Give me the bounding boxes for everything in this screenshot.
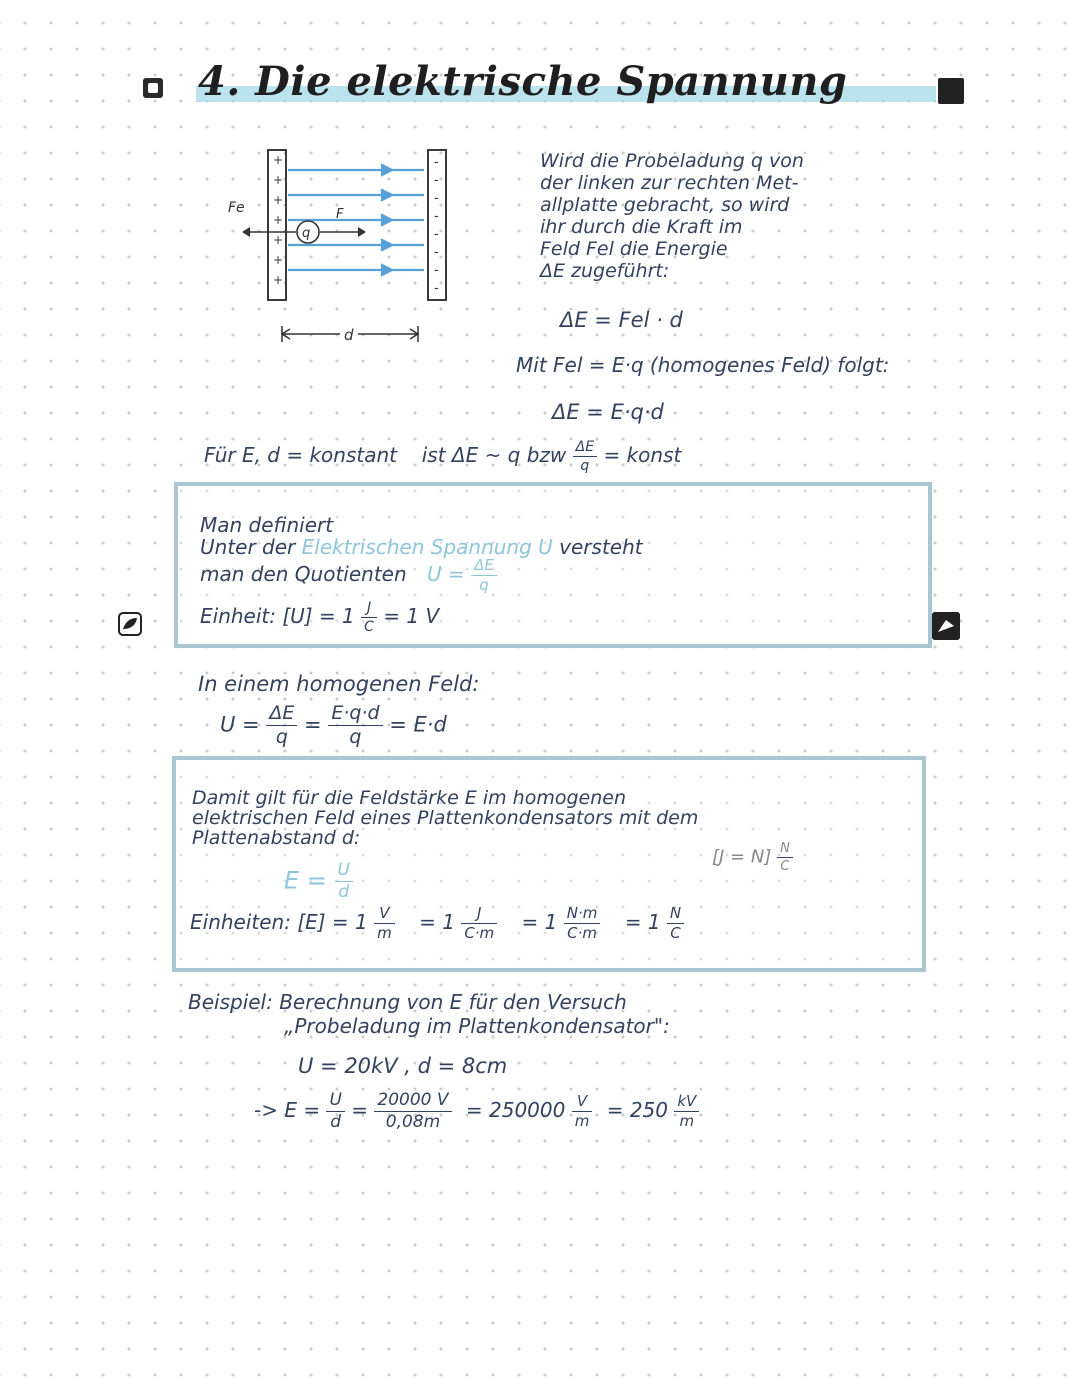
minus-signs [434, 155, 439, 296]
mit-line: Mit Fel = E·q (homogenes Feld) folgt: [516, 353, 890, 377]
leaf-icon [118, 612, 142, 636]
svg-text:-: - [434, 209, 439, 224]
svg-text:+: + [273, 273, 284, 287]
svg-text:-: - [434, 173, 439, 188]
e-formula: E = $\frac{U}{d}$ [284, 862, 353, 901]
field-lines [288, 165, 424, 275]
corner-mark-icon [932, 612, 960, 640]
svg-text:+: + [273, 233, 284, 247]
svg-text:+: + [273, 153, 284, 167]
homogeneous-equation: U = $\frac{\Delta E}{q}$ = $\frac{E\cdot q\cdot d}{q}$ = E·d [220, 702, 447, 748]
fuer-line: Für E, d = konstant ist ΔE ~ q bzw $\frac{\Delta E}{q}$ = konst [204, 439, 682, 474]
example-text: Beispiel: Berechnung von E für den Versuch „Probeladung im Plattenkondensator": [188, 990, 670, 1038]
plus-signs [273, 153, 283, 287]
svg-text:+: + [273, 173, 284, 187]
capacitor-diagram [210, 140, 470, 360]
svg-text:-: - [434, 281, 439, 296]
intro-text: Wird die Probeladung q von der linken zur rechten Met- allplatte gebracht, so wird ihr durch die Kraft im Feld Fel die Energie ΔE zugeführt: [540, 150, 804, 282]
bookmark-icon [143, 78, 163, 98]
svg-text:Fe: Fe [228, 200, 245, 216]
unit-bracket-note: [J = N] $\frac{N}{C}$ [712, 842, 793, 873]
svg-text:+: + [273, 253, 284, 267]
homogeneous-heading: In einem homogenen Feld: [198, 672, 480, 696]
field-strength-text: Damit gilt für die Feldstärke E im homogenen elektrischen Feld eines Plattenkondensators mit dem Plattenabstand d: [192, 787, 699, 849]
example-given: U = 20kV , d = 8cm [298, 1054, 508, 1078]
svg-text:d: d [344, 326, 354, 344]
definition-text: Man definiert Unter der Elektrischen Spannung U versteht man den Quotienten U = $\frac{\Delta E}{q}$ Einheit: [U] = 1 $\frac{J}{C}$ = 1 V [200, 513, 643, 635]
svg-text:-: - [434, 263, 439, 278]
svg-text:-: - [434, 245, 439, 260]
corner-square-icon [938, 78, 964, 104]
equation-energy: ΔE = Fel · d [560, 308, 683, 332]
svg-text:-: - [434, 191, 439, 206]
units-line: Einheiten: [E] = 1 $\frac{V}{m}$ = 1 $\frac{J}{C\cdot m}$ = 1 $\frac{N\cdot m}{C\cdot m}$ = 1 $\frac{N}{C}$ [190, 906, 684, 941]
svg-text:+: + [273, 213, 284, 227]
equation-energy-2: ΔE = E·q·d [552, 400, 664, 424]
svg-text:F: F [336, 207, 344, 222]
page-title: 4. Die elektrische Spannung [198, 58, 848, 105]
svg-text:q: q [302, 226, 311, 241]
svg-text:-: - [434, 227, 439, 242]
example-calculation: -> E = $\frac{U}{d}$ = $\frac{20000 V}{0,08m}$ = 250000 $\frac{V}{m}$ = 250 $\frac{kV}{m}$ [254, 1092, 699, 1131]
svg-text:+: + [273, 193, 284, 207]
svg-text:-: - [434, 155, 439, 170]
